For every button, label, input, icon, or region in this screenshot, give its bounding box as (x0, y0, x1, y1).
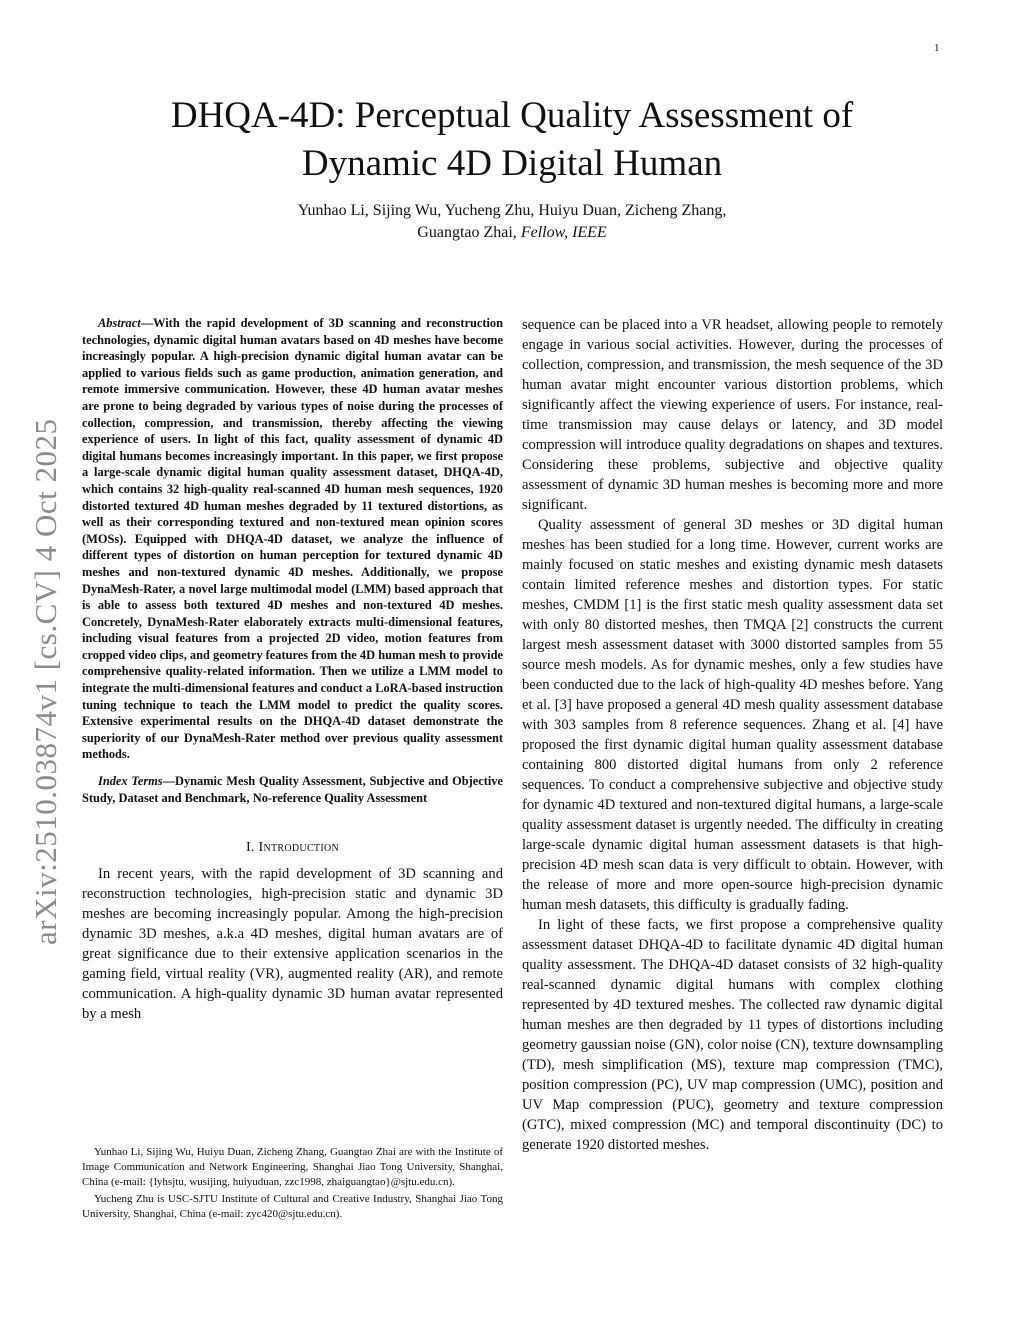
left-column (82, 315, 503, 1024)
authors-line-2-names: Guangtao Zhai, (417, 224, 521, 241)
footnote-affiliation-1: Yunhao Li, Sijing Wu, Huiyu Duan, Zicheng Zhang, Guangtao Zhai are with the Institute of Image Communication and Network Engineering, Shanghai Jiao Tong University, Shanghai, China (e-mail: {lyhsjtu, wusijing, huiyuduan, zzc1998, zhaiguangtao}@sjtu.edu.cn). (82, 1146, 503, 1188)
author-list (60, 200, 964, 244)
title-line-1: DHQA-4D: Perceptual Quality Assessment of (170, 95, 854, 136)
author-fellow-title: Fellow, IEEE (520, 224, 607, 241)
right-column (522, 315, 943, 1155)
abstract-text: —With the rapid development of 3D scanning and reconstruction technologies, dynamic digital human avatars based on 4D meshes have become increasingly popular. A high-precision dynamic digital human avatar can be applied to various fields such as game production, animation generation, and remote immersive communication. However, these 4D human avatar meshes are prone to being degraded by various types of noise during the processes of collection, compression, and transmission, thereby affecting the viewing experience of users. In light of this fact, quality assessment of dynamic 4D digital humans becomes increasingly important. In this paper, we first propose a large-scale dynamic digital human quality assessment dataset, DHQA-4D, which contains 32 high-quality real-scanned 4D human mesh sequences, 1920 distorted textured 4D human meshes degraded by 11 textured distortions, as well as their corresponding textured and non-textured mean opinion scores (MOSs). Equipped with DHQA-4D dataset, we analyze the influence of different types of distortion on human perception for textured dynamic 4D meshes and non-textured dynamic 4D meshes. Additionally, we propose DynaMesh-Rater, a novel large multimodal model (LMM) based approach that is able to assess both textured 4D meshes and non-textured 4D meshes. Concretely, DynaMesh-Rater elaborately extracts multi-dimensional features, including visual features from a projected 2D video, motion features from cropped video clips, and geometry features from the 4D human mesh to provide comprehensive quality-related information. Then we utilize a LMM model to integrate the multi-dimensional features and conduct a LoRA-based instruction tuning technique to teach the LMM model to predict the quality scores. Extensive experimental results on the DHQA-4D dataset demonstrate the superiority of our DynaMesh-Rater method over previous quality assessment methods. (82, 316, 503, 762)
abstract (82, 315, 503, 763)
authors-line-2 (60, 222, 964, 244)
page-number: 1 (934, 42, 940, 54)
intro-paragraph-3: In light of these facts, we first propose a comprehensive quality assessment dataset DHQA-4D to facilitate dynamic 4D digital human quality assessment. The DHQA-4D dataset consists of 32 high-quality real-scanned dynamic digital humans with complex clothing represented by 4D textured meshes. The collected raw dynamic digital human meshes are then degraded by 11 types of distortions including geometry gaussian noise (GN), color noise (CN), texture downsampling (TD), mesh simplification (MS), texture map compression (TMC), position compression (PC), UV map compression (UMC), position and UV Map compression (PUC), geometry and texture compression (GTC), mixed compression (MC) and temporal discontinuity (DC) to generate 1920 distorted meshes. (522, 917, 943, 1153)
abstract-lead: Abstract (98, 316, 141, 330)
footnote-affiliation-2: Yucheng Zhu is USC-SJTU Institute of Cultural and Creative Industry, Shanghai Jiao Tong University, Shanghai, China (e-mail: zyc420@sjtu.edu.cn). (82, 1193, 503, 1220)
paper-title (60, 92, 964, 188)
index-terms-text: —Dynamic Mesh Quality Assessment, Subjective and Objective Study, Dataset and Benchmark, No-reference Quality Assessment (82, 774, 503, 805)
section-heading-introduction: I. Introduction (245, 840, 340, 856)
title-line-2: Dynamic 4D Digital Human (301, 143, 723, 184)
intro-paragraph-continued: sequence can be placed into a VR headset, allowing people to remotely engage in various social activities. However, during the processes of collection, compression, and transmission, the mesh sequence of the 3D human avatar might encounter various distortion problems, which significantly affect the viewing experience of users. For instance, real-time transmission may cause delays or latency, and 3D model compression will introduce quality degradations on shapes and textures. Considering these problems, subjective and objective quality assessment of dynamic 3D human meshes is becoming more and more significant. (522, 317, 943, 513)
index-terms (82, 773, 503, 806)
authors-line-1: Yunhao Li, Sijing Wu, Yucheng Zhu, Huiyu Duan, Zicheng Zhang, (297, 202, 727, 219)
index-terms-lead: Index Terms (98, 774, 163, 789)
intro-paragraph-1: In recent years, with the rapid development of 3D scanning and reconstruction technologies, high-precision static and dynamic 3D meshes are becoming increasingly popular. Among the high-precision dynamic 3D meshes, a.k.a 4D meshes, digital human avatars are of great significance due to their extensive application scenarios in the gaming field, virtual reality (VR), augmented reality (AR), and remote communication. A high-quality dynamic 3D human avatar represented by a mesh (82, 866, 503, 1023)
intro-paragraph-2: Quality assessment of general 3D meshes or 3D digital human meshes has been studied for a long time. However, current works are mainly focused on static meshes and existing dynamic mesh datasets contain limited reference meshes and distortion types. For static meshes, CMDM [1] is the first static mesh quality assessment data set with only 80 distorted meshes, then TMQA [2] constructs the current largest mesh assessment dataset with 3000 distorted samples from 55 source mesh models. As for dynamic meshes, only a few studies have been conducted due to the lack of high-quality 4D meshes before. Yang et al. [3] have proposed a general 4D mesh quality assessment database with 303 samples from 8 reference sequences. Zhang et al. [4] have proposed the first dynamic digital human quality assessment database containing 800 distorted digital humans from only 2 reference sequences. To conduct a comprehensive subjective and objective study for dynamic 4D textured and non-textured digital humans, a large-scale quality assessment dataset is urgently needed. The difficulty in creating large-scale dynamic digital human assessment datasets is that high-precision 4D mesh scan data is very difficult to obtain. However, with the release of more and more open-source high-precision dynamic human mesh datasets, this difficulty is gradually fading. (522, 517, 943, 913)
author-footnotes (82, 1145, 503, 1222)
arxiv-identifier-stamp: arXiv:2510.03874v1 [cs.CV] 4 Oct 2025 (28, 418, 63, 945)
